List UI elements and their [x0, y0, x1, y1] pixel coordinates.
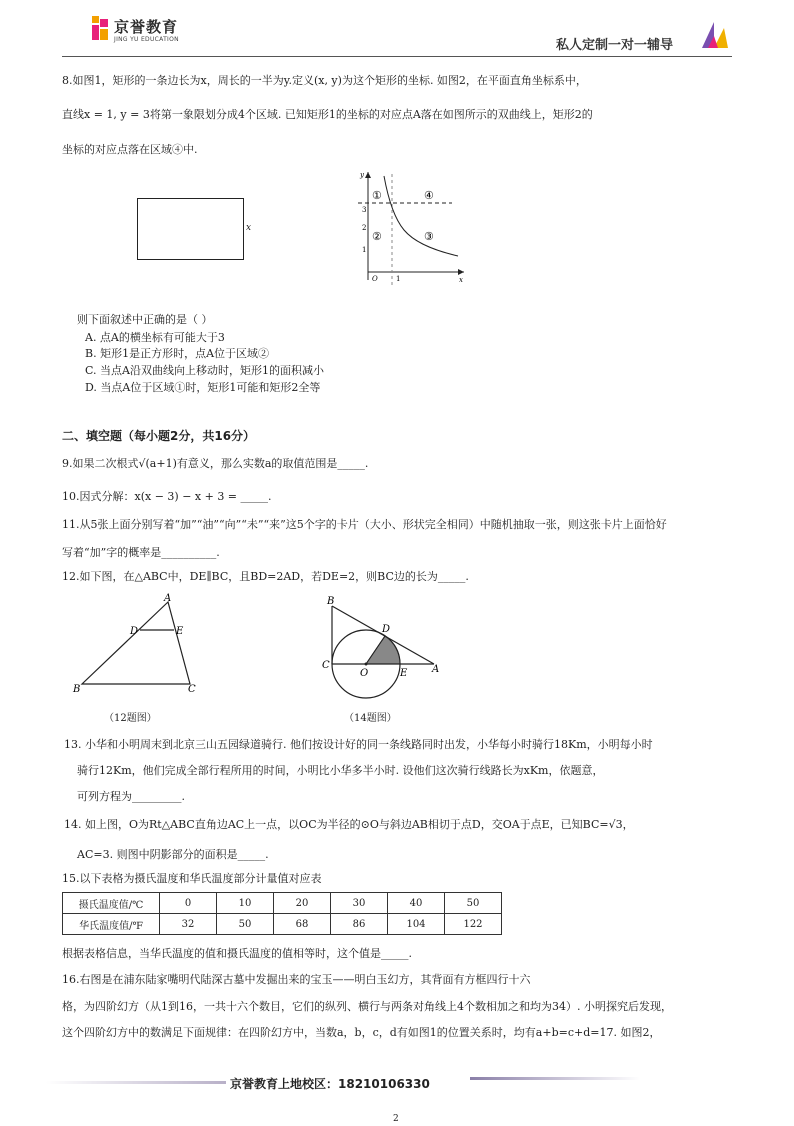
triangle-decor-icon	[700, 18, 730, 50]
fig14-label-c: C	[322, 660, 330, 671]
q8-line3: 坐标的对应点落在区域④中.	[62, 143, 198, 156]
q13-line3: 可列方程为_________.	[77, 790, 185, 803]
q8-stem: 则下面叙述中正确的是（ ）	[77, 313, 213, 326]
table-cell: 68	[274, 914, 331, 935]
footer-line-left	[46, 1081, 226, 1084]
logo-subtitle: JING YU EDUCATION	[114, 36, 179, 43]
table-cell: 10	[217, 893, 274, 914]
q9: 9.如果二次根式√(a+1)有意义，那么实数a的取值范围是_____.	[62, 457, 369, 470]
q8-option-b: B. 矩形1是正方形时，点A位于区域②	[85, 347, 270, 360]
q16-line2: 格，为四阶幻方（从1到16，一共十六个数目，它们的纵列、横行与两条对角线上4个数相加之和均为34）. 小明探究后发现，	[62, 1000, 672, 1013]
q8-option-c: C. 当点A沿双曲线向上移动时，矩形1的面积减小	[85, 364, 324, 377]
q8-fig2-region-2: ②	[372, 230, 382, 243]
q14-line2: AC=3. 则图中阴影部分的面积是_____.	[77, 848, 269, 861]
q12: 12.如下图，在△ABC中，DE∥BC，且BD=2AD，若DE=2，则BC边的长为_____.	[62, 570, 469, 583]
table-cell: 122	[445, 914, 502, 935]
fig12-label-b: B	[73, 684, 81, 695]
table-row	[63, 893, 502, 914]
table-cell: 50	[217, 914, 274, 935]
q13-line1: 13. 小华和小明周末到北京三山五园绿道骑行. 他们按设计好的同一条线路同时出发，小华每小时骑行18Km，小明每小时	[64, 738, 653, 751]
fig12-caption: （12题图）	[104, 713, 157, 724]
fig14-label-a: A	[432, 664, 440, 675]
fig14-label-e: E	[400, 668, 408, 679]
q8-fig2-x-axis: x	[459, 276, 463, 284]
logo	[90, 14, 180, 50]
q13-line2: 骑行12Km，他们完成全部行程所用的时间，小明比小华多半小时. 设他们这次骑行线路长为xKm，依题意，	[77, 764, 604, 777]
q8-fig2-region-3: ③	[424, 230, 434, 243]
q11-line2: 写着“加”字的概率是__________.	[62, 546, 220, 559]
table-row-header: 摄氏温度值/℃	[63, 893, 160, 914]
header-slogan	[556, 34, 673, 53]
slogan-text: 私人定制一对一辅导	[556, 38, 674, 53]
q8-fig1-x-label: x	[246, 223, 252, 233]
table-cell: 86	[331, 914, 388, 935]
logo-text: 京誉教育	[114, 18, 179, 36]
table-cell: 20	[274, 893, 331, 914]
q8-option-a: A. 点A的横坐标有可能大于3	[85, 331, 225, 344]
logo-mark-icon	[90, 16, 110, 42]
fig14-label-d: D	[382, 624, 391, 635]
q10: 10.因式分解：x(x − 3) − x + 3 = _____.	[62, 490, 272, 503]
q16-line3: 这个四阶幻方中的数满足下面规律：在四阶幻方中，当数a，b，c，d有如图1的位置关系时，均有a+b=c+d=17. 如图2，	[62, 1026, 661, 1039]
table-cell: 30	[331, 893, 388, 914]
table-cell: 40	[388, 893, 445, 914]
fig12-label-e: E	[176, 626, 184, 637]
table-cell: 32	[160, 914, 217, 935]
table-cell: 0	[160, 893, 217, 914]
fig14-circle-triangle	[318, 594, 448, 706]
q8-fig2-region-4: ④	[424, 189, 434, 202]
q8-fig2-region-1: ①	[372, 189, 382, 202]
q8-fig2-plot	[340, 168, 470, 288]
q8-line2: 直线x = 1, y = 3将第一象限划分成4个区域. 已知矩形1的坐标的对应点A落在如图所示的双曲线上，矩形2的	[62, 108, 593, 121]
q8-fig2-x-tick: 1	[396, 275, 401, 283]
q15-line1: 15.以下表格为摄氏温度和华氏温度部分计量值对应表	[62, 872, 322, 885]
q8-fig2-y-tick-2: 2	[362, 224, 367, 232]
q8-option-d: D. 当点A位于区域①时，矩形1可能和矩形2全等	[85, 381, 321, 394]
fig14-label-b: B	[327, 596, 335, 607]
section-heading: 二、填空题（每小题2分，共16分）	[62, 429, 256, 443]
fig14-label-o: O	[360, 668, 369, 679]
fig12-label-d: D	[130, 626, 139, 637]
table-row-header: 华氏温度值/℉	[63, 914, 160, 935]
q8-fig2-y-tick-3: 3	[362, 206, 367, 214]
footer-contact: 京誉教育上地校区：18210106330	[230, 1077, 430, 1091]
fig12-label-c: C	[188, 684, 196, 695]
table-row	[63, 914, 502, 935]
q8-line1: 8.如图1，矩形的一条边长为x，周长的一半为y.定义(x, y)为这个矩形的坐标. 如图2，在平面直角坐标系中，	[62, 74, 587, 87]
q11-line1: 11.从5张上面分别写着“加”“油”“向”“未”“来”这5个字的卡片（大小、形状完全相同）中随机抽取一张，则这张卡片上面恰好	[62, 518, 667, 531]
q16-line1: 16.右图是在浦东陆家嘴明代陆深古墓中发掘出来的宝玉——明白玉幻方，其背面有方框四行十六	[62, 973, 531, 986]
fig14-caption: （14题图）	[344, 713, 397, 724]
q15-line2: 根据表格信息，当华氏温度的值和摄氏温度的值相等时，这个值是_____.	[62, 947, 412, 960]
header-divider	[62, 56, 732, 57]
table-cell: 104	[388, 914, 445, 935]
q14-line1: 14. 如上图，O为Rt△ABC直角边AC上一点，以OC为半径的⊙O与斜边AB相切于点D，交OA于点E，已知BC=√3，	[64, 818, 634, 831]
page-number: 2	[393, 1114, 399, 1124]
q8-fig1-rectangle	[137, 198, 244, 260]
q8-fig2-origin: O	[372, 275, 378, 283]
q8-fig2-y-tick-1: 1	[362, 246, 367, 254]
footer-line-right	[470, 1077, 640, 1080]
table-cell: 50	[445, 893, 502, 914]
q15-conversion-table	[62, 892, 502, 935]
q8-fig2-y-axis: y	[360, 171, 364, 179]
fig12-triangle	[70, 592, 210, 697]
fig12-label-a: A	[164, 593, 172, 604]
